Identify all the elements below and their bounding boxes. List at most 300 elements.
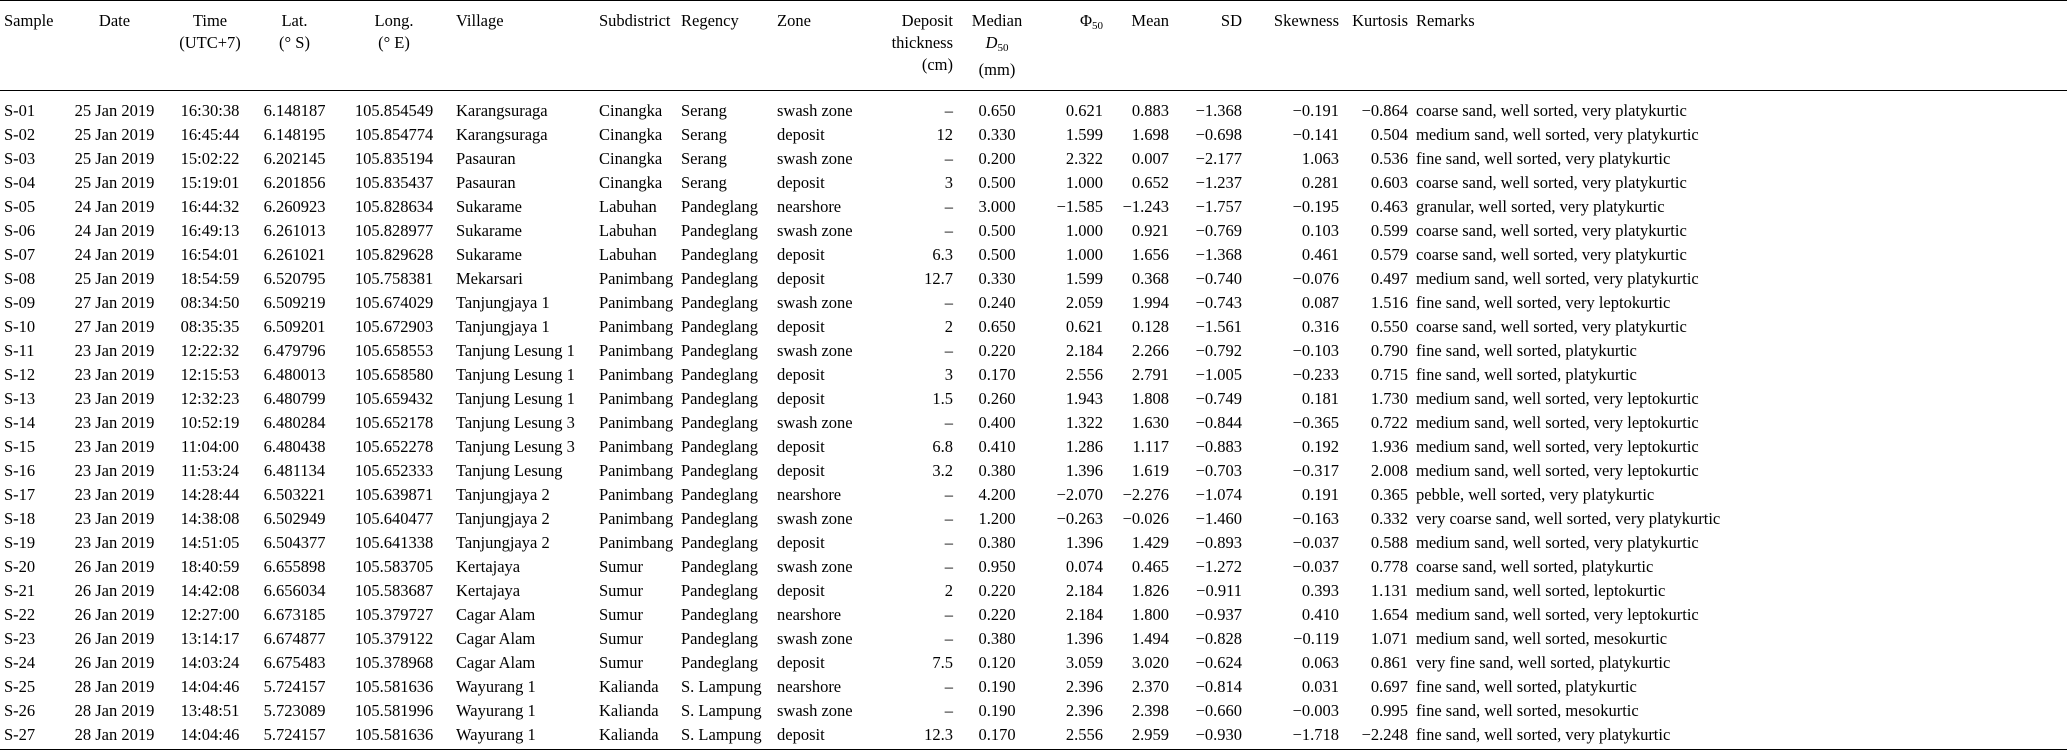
cell-date: 23 Jan 2019 [74, 389, 155, 408]
column-header-phi50 [1037, 1, 1107, 91]
cell-deposit-thickness: 1.5 [932, 389, 953, 408]
cell-village: Sukarame [456, 197, 522, 216]
cell-median-d50: 0.380 [978, 461, 1016, 480]
cell-zone: deposit [777, 653, 825, 672]
cell-regency: Pandeglang [681, 509, 758, 528]
cell-sample: S-04 [4, 173, 36, 192]
cell-sample: S-09 [4, 293, 36, 312]
cell-long: 105.828634 [354, 197, 434, 216]
cell-lat: 6.148187 [263, 101, 326, 120]
cell-village: Tanjung Lesung 3 [456, 437, 575, 456]
cell-subdistrict: Panimbang [599, 269, 674, 288]
cell-median-d50: 0.410 [978, 437, 1016, 456]
table-row [0, 195, 2067, 219]
cell-sample: S-08 [4, 269, 36, 288]
cell-sample: S-13 [4, 389, 36, 408]
cell-median-d50: 0.260 [978, 389, 1016, 408]
cell-remarks: pebble, well sorted, very platykurtic [1416, 485, 1655, 504]
column-header-line: Sample [4, 11, 54, 30]
cell-kurtosis: 0.365 [1370, 485, 1408, 504]
cell-regency: Pandeglang [681, 605, 758, 624]
table-row [0, 603, 2067, 627]
cell-mean: 1.826 [1131, 581, 1169, 600]
table-row [0, 363, 2067, 387]
cell-mean: 1.656 [1131, 245, 1169, 264]
cell-deposit-thickness: – [944, 149, 953, 168]
table-row [0, 435, 2067, 459]
cell-village: Wayurang 1 [456, 701, 536, 720]
cell-regency: Serang [681, 173, 727, 192]
cell-deposit-thickness: – [944, 293, 953, 312]
table-row [0, 267, 2067, 291]
cell-long: 105.758381 [354, 269, 434, 288]
table-row [0, 531, 2067, 555]
cell-sample: S-18 [4, 509, 36, 528]
cell-time: 08:34:50 [180, 293, 240, 312]
cell-long: 105.829628 [354, 245, 434, 264]
cell-skewness: 0.281 [1301, 173, 1339, 192]
cell-subdistrict: Sumur [599, 653, 644, 672]
cell-date: 23 Jan 2019 [74, 485, 155, 504]
cell-time: 13:48:51 [180, 701, 240, 720]
cell-sd: −2.177 [1195, 149, 1242, 168]
column-header-regency [677, 1, 773, 91]
cell-lat: 6.656034 [263, 581, 326, 600]
cell-sd: −0.893 [1195, 533, 1242, 552]
cell-remarks: medium sand, well sorted, very leptokurtic [1416, 413, 1699, 432]
cell-subdistrict: Panimbang [599, 317, 674, 336]
cell-sd: −1.272 [1195, 557, 1242, 576]
cell-median-d50: 0.950 [978, 557, 1016, 576]
cell-sample: S-03 [4, 149, 36, 168]
cell-remarks: fine sand, well sorted, platykurtic [1416, 341, 1637, 360]
cell-zone: deposit [777, 365, 825, 384]
cell-median-d50: 0.190 [978, 677, 1016, 696]
cell-lat: 6.261021 [263, 245, 326, 264]
cell-mean: −2.276 [1122, 485, 1169, 504]
cell-remarks: very coarse sand, well sorted, very platykurtic [1416, 509, 1721, 528]
cell-sample: S-27 [0, 723, 62, 750]
cell-date: 23 Jan 2019 [74, 509, 155, 528]
cell-remarks: medium sand, well sorted, very leptokurtic [1416, 461, 1699, 480]
cell-deposit-thickness: 2 [944, 581, 953, 600]
cell-lat: 6.148195 [263, 125, 326, 144]
cell-long: 105.378968 [354, 653, 434, 672]
cell-kurtosis: 0.697 [1370, 677, 1408, 696]
cell-date: 23 Jan 2019 [74, 461, 155, 480]
cell-zone: deposit [777, 389, 825, 408]
cell-lat: 6.509201 [263, 317, 326, 336]
cell-median-d50: 0.220 [978, 581, 1016, 600]
table-row [0, 91, 2067, 124]
cell-kurtosis: −0.864 [1361, 101, 1408, 120]
cell-kurtosis: 0.603 [1370, 173, 1408, 192]
cell-time: 14:04:46 [180, 677, 240, 696]
cell-zone: swash zone [777, 509, 853, 528]
cell-village: Tanjung Lesung 1 [456, 341, 575, 360]
cell-deposit-thickness: 12 [936, 125, 953, 144]
cell-remarks: coarse sand, well sorted, very platykurtic [1416, 317, 1687, 336]
cell-deposit-thickness: – [944, 197, 953, 216]
cell-subdistrict: Cinangka [599, 125, 663, 144]
cell-regency: Serang [681, 125, 727, 144]
cell-mean: −1.243 [1122, 197, 1169, 216]
cell-time: 16:45:44 [180, 125, 240, 144]
cell-zone: deposit [777, 461, 825, 480]
cell-subdistrict: Labuhan [599, 221, 657, 240]
cell-deposit-thickness: 2 [944, 317, 953, 336]
cell-deposit-thickness: – [944, 677, 953, 696]
cell-time: 12:15:53 [180, 365, 240, 384]
cell-remarks: medium sand, well sorted, very leptokurtic [1416, 437, 1699, 456]
cell-lat: 6.480284 [263, 413, 326, 432]
cell-sd: −0.703 [1195, 461, 1242, 480]
cell-mean: 1.429 [1131, 533, 1169, 552]
cell-long: 105.581636 [336, 723, 452, 750]
cell-time: 18:54:59 [180, 269, 240, 288]
cell-village: Wayurang 1 [452, 723, 595, 750]
cell-regency: Pandeglang [681, 437, 758, 456]
table-row [0, 483, 2067, 507]
cell-median-d50: 0.500 [978, 245, 1016, 264]
cell-kurtosis: 1.730 [1370, 389, 1408, 408]
table-body [0, 91, 2067, 750]
column-header-remarks [1412, 1, 2067, 91]
cell-village: Tanjungjaya 1 [456, 293, 550, 312]
cell-remarks: medium sand, well sorted, leptokurtic [1416, 581, 1666, 600]
cell-deposit-thickness: 3 [944, 365, 953, 384]
cell-village: Wayurang 1 [456, 677, 536, 696]
cell-median-d50: 0.220 [978, 341, 1016, 360]
cell-village: Cagar Alam [456, 653, 536, 672]
cell-date: 26 Jan 2019 [74, 653, 155, 672]
cell-phi50: −1.585 [1056, 197, 1103, 216]
cell-deposit-thickness: – [944, 701, 953, 720]
table-row [0, 315, 2067, 339]
cell-time: 10:52:19 [180, 413, 240, 432]
cell-regency: Serang [681, 149, 727, 168]
cell-remarks: coarse sand, well sorted, very platykurtic [1416, 173, 1687, 192]
cell-long: 105.641338 [354, 533, 434, 552]
cell-mean: 0.652 [1131, 173, 1169, 192]
cell-sample: S-02 [4, 125, 36, 144]
column-header-line: (° S) [279, 33, 310, 52]
cell-skewness: −0.141 [1292, 125, 1339, 144]
cell-long: 105.583705 [354, 557, 434, 576]
cell-village: Tanjungjaya 2 [456, 485, 550, 504]
cell-sample: S-10 [4, 317, 36, 336]
cell-kurtosis: −2.248 [1343, 723, 1412, 750]
cell-zone: swash zone [777, 413, 853, 432]
cell-kurtosis: 0.579 [1370, 245, 1408, 264]
cell-mean: 1.994 [1131, 293, 1169, 312]
cell-subdistrict: Panimbang [599, 293, 674, 312]
cell-subdistrict: Sumur [599, 581, 644, 600]
cell-mean: 2.398 [1131, 701, 1169, 720]
table-row [0, 147, 2067, 171]
cell-phi50: 2.184 [1065, 341, 1103, 360]
column-header-median-d50 [957, 1, 1037, 91]
cell-sample: S-16 [4, 461, 36, 480]
cell-phi50: 3.059 [1065, 653, 1103, 672]
cell-lat: 6.260923 [263, 197, 326, 216]
cell-sd: −0.743 [1195, 293, 1242, 312]
cell-date: 28 Jan 2019 [62, 723, 167, 750]
cell-mean: 1.494 [1131, 629, 1169, 648]
cell-village: Pasauran [456, 149, 516, 168]
cell-zone: nearshore [777, 197, 842, 216]
cell-skewness: 0.393 [1301, 581, 1339, 600]
cell-lat: 6.480799 [263, 389, 326, 408]
cell-deposit-thickness: – [944, 485, 953, 504]
cell-long: 105.854549 [354, 101, 434, 120]
cell-phi50: 2.396 [1065, 701, 1103, 720]
column-header-line: Median [971, 11, 1023, 30]
cell-sample: S-22 [4, 605, 36, 624]
cell-sd: −0.814 [1195, 677, 1242, 696]
cell-phi50: 2.396 [1065, 677, 1103, 696]
table-row [0, 387, 2067, 411]
cell-regency: Pandeglang [681, 533, 758, 552]
cell-mean: 0.921 [1131, 221, 1169, 240]
cell-date: 23 Jan 2019 [74, 413, 155, 432]
column-header-sd [1173, 1, 1246, 91]
cell-lat: 5.724157 [263, 677, 326, 696]
table-row [0, 699, 2067, 723]
cell-deposit-thickness: 6.8 [932, 437, 953, 456]
cell-subdistrict: Sumur [599, 557, 644, 576]
cell-date: 25 Jan 2019 [74, 149, 155, 168]
table-row [0, 339, 2067, 363]
cell-mean: 2.370 [1131, 677, 1169, 696]
cell-kurtosis: 1.936 [1370, 437, 1408, 456]
cell-lat: 6.480013 [263, 365, 326, 384]
cell-time: 16:49:13 [180, 221, 240, 240]
cell-median-d50: 0.380 [978, 629, 1016, 648]
cell-phi50: 1.396 [1065, 629, 1103, 648]
cell-long: 105.828977 [354, 221, 434, 240]
column-header-line: Long. [374, 11, 414, 30]
cell-regency: S. Lampung [681, 677, 762, 696]
cell-sample: S-11 [4, 341, 35, 360]
cell-deposit-thickness: – [944, 413, 953, 432]
cell-mean: 0.883 [1131, 101, 1169, 120]
cell-mean: 0.465 [1131, 557, 1169, 576]
cell-remarks: fine sand, well sorted, very platykurtic [1416, 149, 1671, 168]
cell-regency: Pandeglang [681, 485, 758, 504]
cell-kurtosis: 0.778 [1370, 557, 1408, 576]
cell-date: 28 Jan 2019 [74, 701, 155, 720]
cell-skewness: −0.163 [1292, 509, 1339, 528]
cell-lat: 6.674877 [263, 629, 326, 648]
cell-zone: swash zone [777, 557, 853, 576]
cell-subdistrict: Panimbang [599, 533, 674, 552]
cell-long: 105.640477 [354, 509, 434, 528]
cell-remarks: coarse sand, well sorted, very platykurtic [1416, 101, 1687, 120]
cell-zone: deposit [777, 173, 825, 192]
cell-lat: 6.655898 [263, 557, 326, 576]
cell-date: 23 Jan 2019 [74, 437, 155, 456]
table-row [0, 507, 2067, 531]
cell-date: 26 Jan 2019 [74, 629, 155, 648]
cell-remarks: medium sand, well sorted, very platykurtic [1416, 533, 1699, 552]
cell-village: Sukarame [456, 221, 522, 240]
cell-sd: −1.368 [1195, 101, 1242, 120]
cell-village: Sukarame [456, 245, 522, 264]
cell-sample: S-14 [4, 413, 36, 432]
column-header-sample [0, 1, 62, 91]
cell-village: Kertajaya [456, 581, 521, 600]
cell-median-d50: 0.650 [978, 317, 1016, 336]
cell-village: Cagar Alam [456, 629, 536, 648]
cell-date: 25 Jan 2019 [74, 101, 155, 120]
cell-regency: Pandeglang [681, 629, 758, 648]
cell-skewness: −0.233 [1292, 365, 1339, 384]
cell-village: Mekarsari [456, 269, 523, 288]
cell-subdistrict: Panimbang [599, 461, 674, 480]
cell-long: 105.672903 [354, 317, 434, 336]
cell-sd: −0.828 [1195, 629, 1242, 648]
cell-long: 105.581636 [354, 677, 434, 696]
cell-mean: 0.128 [1131, 317, 1169, 336]
column-header-kurtosis [1343, 1, 1412, 91]
cell-phi50: 1.599 [1065, 125, 1103, 144]
cell-median-d50: 0.220 [978, 605, 1016, 624]
cell-phi50: 1.322 [1065, 413, 1103, 432]
cell-regency: Pandeglang [681, 269, 758, 288]
cell-median-d50: 0.650 [978, 101, 1016, 120]
cell-zone: deposit [777, 317, 825, 336]
cell-subdistrict: Panimbang [599, 413, 674, 432]
cell-skewness: 0.191 [1301, 485, 1339, 504]
column-header-line: Regency [681, 11, 739, 30]
cell-subdistrict: Cinangka [599, 173, 663, 192]
cell-sd: −0.624 [1195, 653, 1242, 672]
cell-deposit-thickness: 3 [944, 173, 953, 192]
cell-mean: 1.800 [1131, 605, 1169, 624]
cell-time: 12:32:23 [180, 389, 240, 408]
cell-remarks: coarse sand, well sorted, very platykurtic [1416, 245, 1687, 264]
cell-remarks: coarse sand, well sorted, platykurtic [1416, 557, 1654, 576]
cell-sample: S-06 [4, 221, 36, 240]
cell-phi50: 1.000 [1065, 173, 1103, 192]
cell-time: 15:19:01 [180, 173, 240, 192]
cell-long: 105.583687 [354, 581, 434, 600]
cell-sample: S-17 [4, 485, 36, 504]
cell-sample: S-23 [4, 629, 36, 648]
cell-time: 18:40:59 [180, 557, 240, 576]
cell-sample: S-19 [4, 533, 36, 552]
cell-date: 26 Jan 2019 [74, 605, 155, 624]
cell-remarks: very fine sand, well sorted, platykurtic [1416, 653, 1671, 672]
cell-median-d50: 0.200 [978, 149, 1016, 168]
cell-time: 14:42:08 [180, 581, 240, 600]
cell-skewness: 1.063 [1301, 149, 1339, 168]
cell-phi50: 1.286 [1065, 437, 1103, 456]
cell-phi50: 2.322 [1065, 149, 1103, 168]
cell-remarks: coarse sand, well sorted, very platykurtic [1416, 221, 1687, 240]
cell-village: Tanjungjaya 1 [456, 317, 550, 336]
cell-kurtosis: 0.995 [1370, 701, 1408, 720]
cell-lat: 6.504377 [263, 533, 326, 552]
cell-remarks: fine sand, well sorted, very leptokurtic [1416, 293, 1671, 312]
cell-lat: 6.479796 [263, 341, 326, 360]
cell-date: 24 Jan 2019 [74, 197, 155, 216]
column-header-deposit-thickness [870, 1, 957, 91]
cell-long: 105.379122 [354, 629, 434, 648]
cell-deposit-thickness: – [944, 605, 953, 624]
cell-time: 08:35:35 [180, 317, 240, 336]
cell-remarks: medium sand, well sorted, very platykurtic [1416, 125, 1699, 144]
cell-time: 16:44:32 [180, 197, 240, 216]
cell-remarks: medium sand, well sorted, very platykurtic [1416, 269, 1699, 288]
cell-sample: S-24 [4, 653, 36, 672]
cell-sd: −1.237 [1195, 173, 1242, 192]
cell-subdistrict: Cinangka [599, 101, 663, 120]
cell-zone: swash zone [777, 101, 853, 120]
table-header [0, 1, 2067, 91]
cell-sample: S-12 [4, 365, 36, 384]
cell-lat: 6.673185 [263, 605, 326, 624]
cell-zone: swash zone [777, 701, 853, 720]
cell-sd: −0.930 [1173, 723, 1246, 750]
cell-long: 105.652278 [354, 437, 434, 456]
cell-lat: 6.503221 [263, 485, 326, 504]
cell-date: 26 Jan 2019 [74, 557, 155, 576]
cell-phi50: 1.396 [1065, 461, 1103, 480]
cell-sd: −0.844 [1195, 413, 1242, 432]
cell-skewness: −0.076 [1292, 269, 1339, 288]
cell-sd: −1.074 [1195, 485, 1242, 504]
cell-phi50: 2.184 [1065, 581, 1103, 600]
cell-median-d50: 0.500 [978, 173, 1016, 192]
cell-date: 24 Jan 2019 [74, 221, 155, 240]
column-header-line: Lat. [281, 11, 308, 30]
cell-phi50: 2.059 [1065, 293, 1103, 312]
column-header-line: Remarks [1416, 11, 1475, 30]
cell-deposit-thickness: – [944, 557, 953, 576]
table-row [0, 291, 2067, 315]
cell-sd: −1.757 [1195, 197, 1242, 216]
cell-subdistrict: Kalianda [599, 677, 659, 696]
cell-sd: −1.005 [1195, 365, 1242, 384]
cell-mean: 0.007 [1131, 149, 1169, 168]
cell-lat: 6.520795 [263, 269, 326, 288]
column-header-subdistrict [595, 1, 677, 91]
cell-sample: S-25 [4, 677, 36, 696]
cell-phi50: 0.621 [1065, 101, 1103, 120]
cell-median-d50: 3.000 [978, 197, 1016, 216]
cell-date: 25 Jan 2019 [74, 269, 155, 288]
cell-median-d50: 0.500 [978, 221, 1016, 240]
cell-deposit-thickness: – [944, 341, 953, 360]
table-row [0, 219, 2067, 243]
cell-deposit-thickness: – [944, 101, 953, 120]
cell-subdistrict: Panimbang [599, 341, 674, 360]
cell-zone: swash zone [777, 221, 853, 240]
cell-village: Tanjung Lesung 3 [456, 413, 575, 432]
cell-kurtosis: 1.654 [1370, 605, 1408, 624]
cell-sd: −0.660 [1195, 701, 1242, 720]
cell-skewness: −0.195 [1292, 197, 1339, 216]
cell-date: 23 Jan 2019 [74, 341, 155, 360]
cell-kurtosis: 0.332 [1370, 509, 1408, 528]
cell-zone: deposit [777, 245, 825, 264]
column-header-line: (UTC+7) [179, 33, 241, 52]
cell-deposit-thickness: 7.5 [932, 653, 953, 672]
cell-time: 13:14:17 [180, 629, 240, 648]
cell-zone: swash zone [777, 341, 853, 360]
